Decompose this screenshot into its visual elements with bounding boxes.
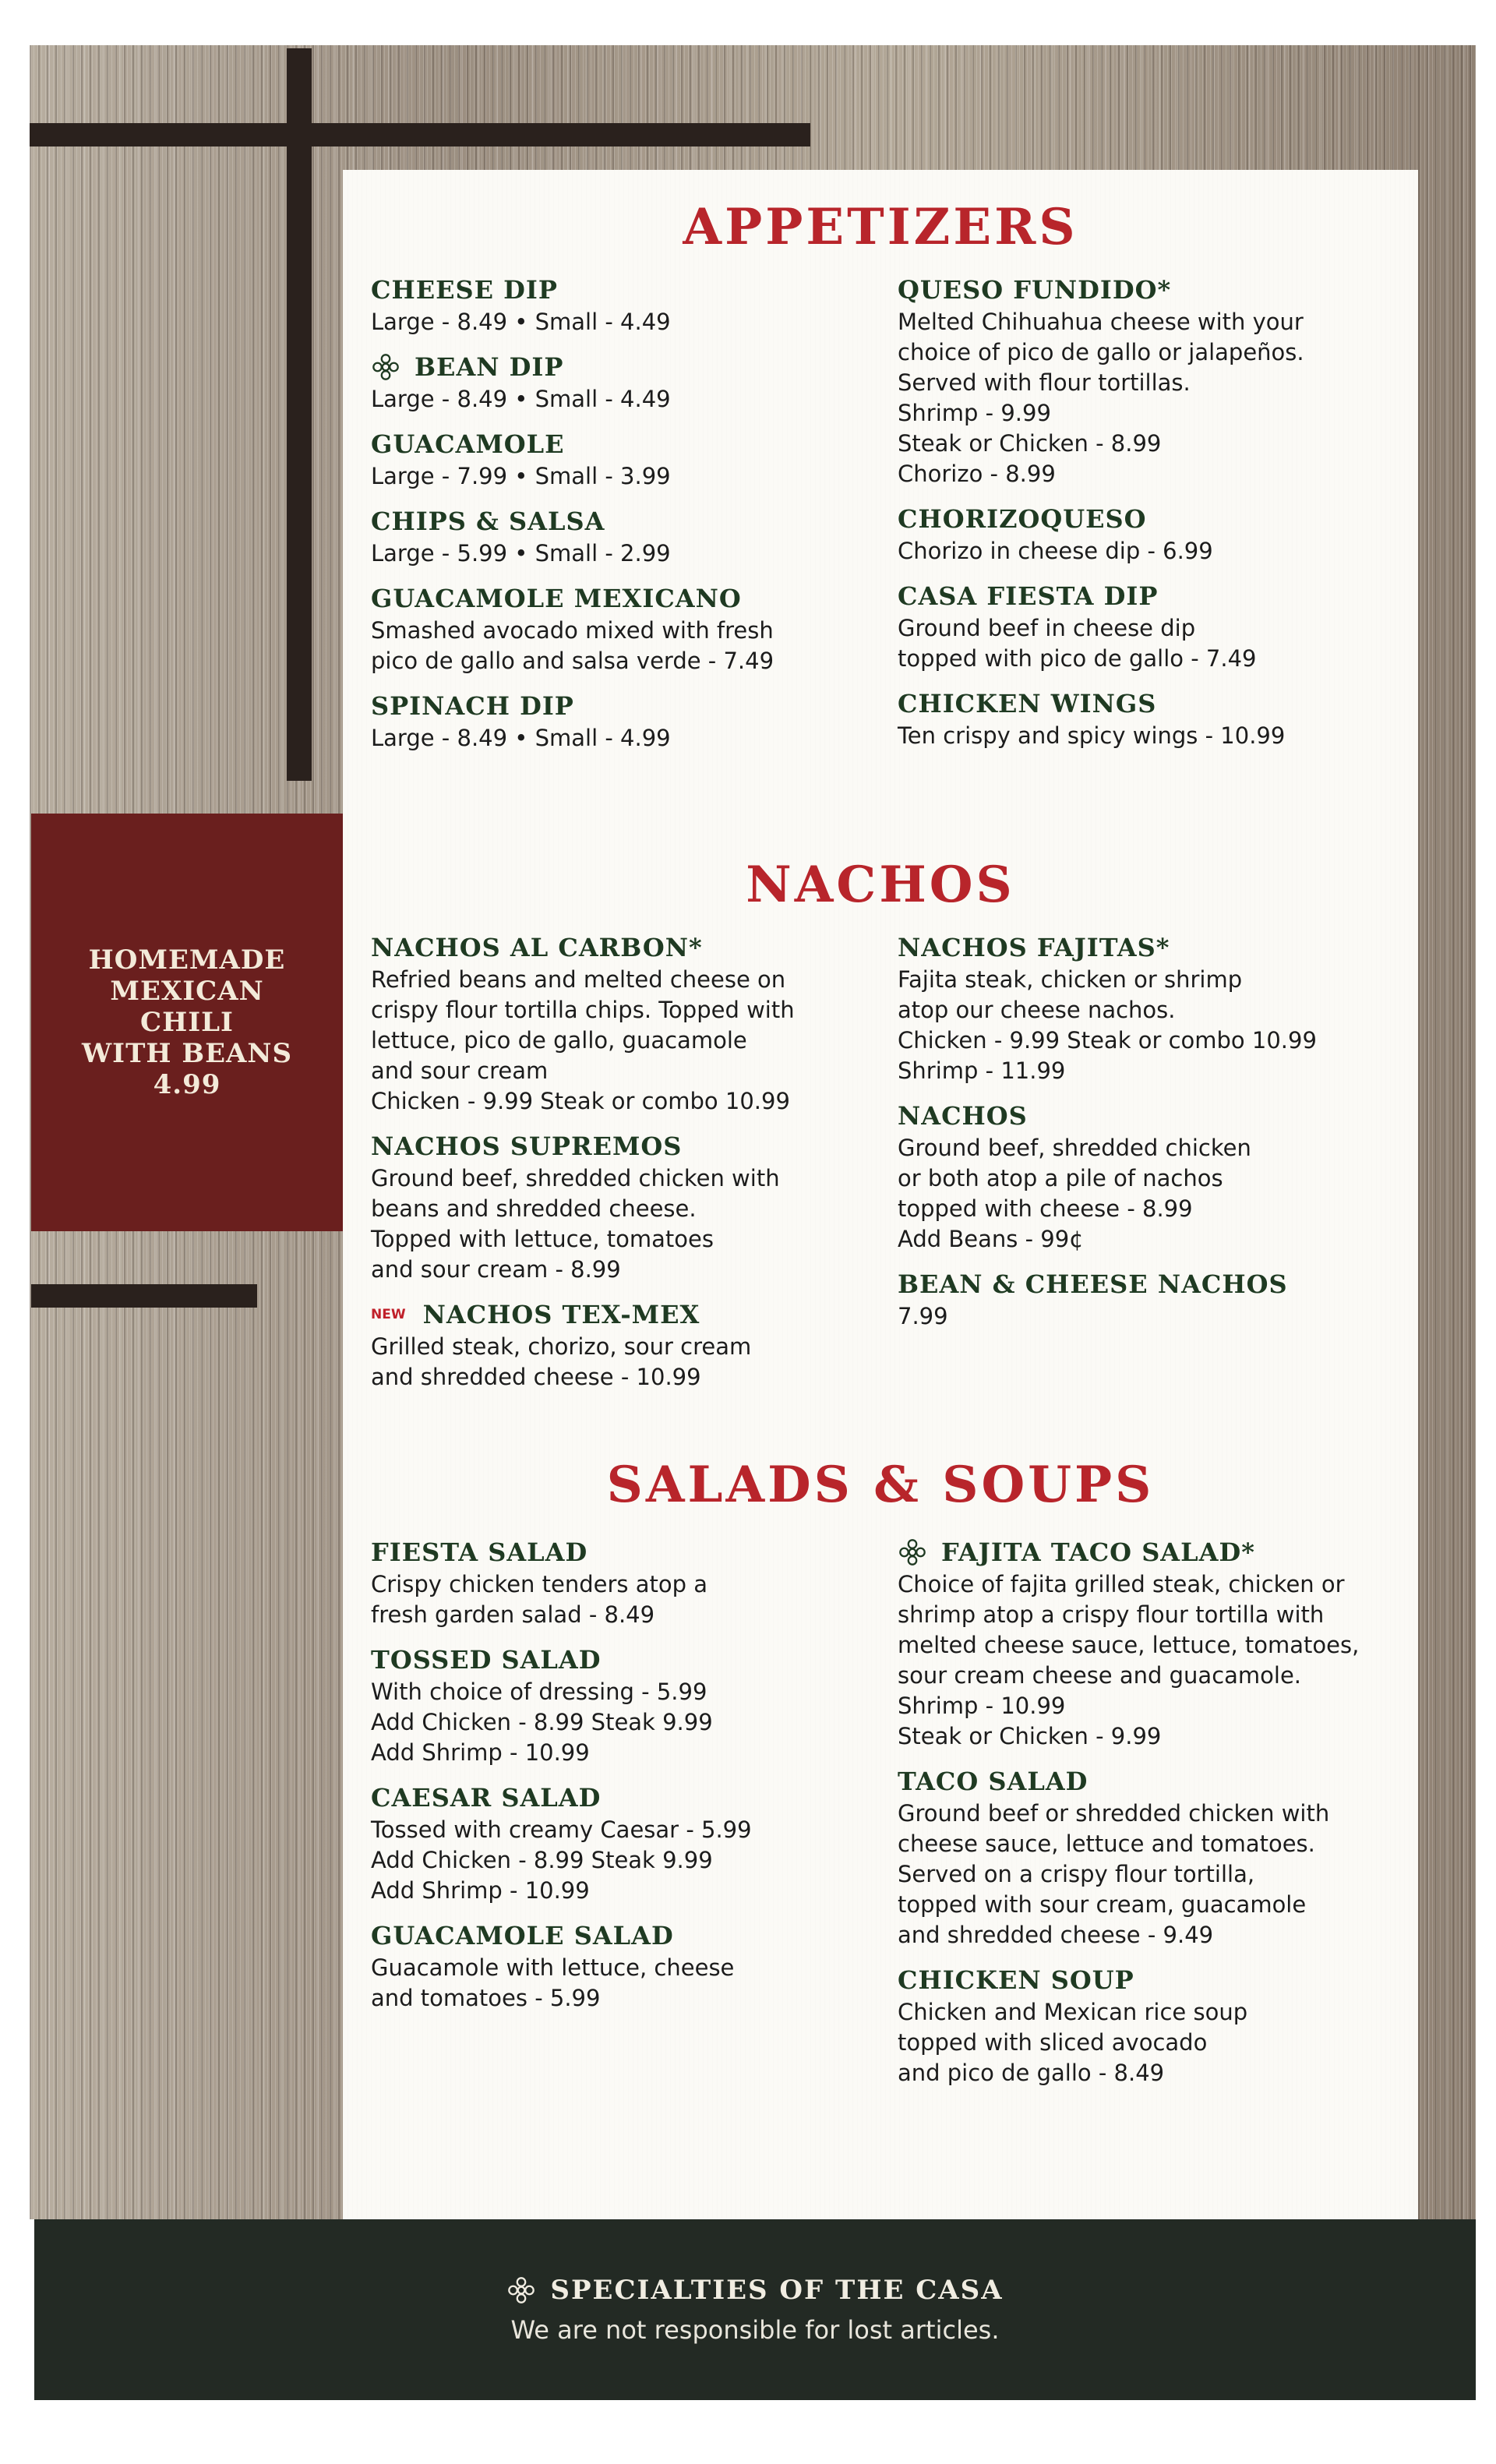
menu-item-casa-fiesta-dip [898, 579, 1396, 674]
menu-item-nachos-supremos [371, 1129, 870, 1285]
menu-item-nachos-fajitas [898, 930, 1396, 1086]
menu-item-title-text: NACHOS TEX-MEX [422, 1300, 700, 1329]
menu-item-guacamole [371, 427, 870, 492]
menu-item-description: Fajita steak, chicken or shrimp atop our cheese nachos. Chicken - 9.99 Steak or combo 10.99 Shrimp - 11.99 [898, 966, 1317, 1084]
salads-right-column [898, 1535, 1396, 2101]
appetizers-left-column [371, 273, 870, 766]
menu-item-description: Crispy chicken tenders atop a fresh garden salad - 8.49 [371, 1571, 708, 1628]
menu-item-tossed-salad [371, 1643, 870, 1768]
menu-item-title [898, 1764, 1396, 1799]
left-dark-vertical-bar [287, 48, 312, 781]
menu-item-chorizoqueso [898, 502, 1396, 567]
menu-item-cheese-dip [371, 273, 870, 337]
menu-item-title [371, 1919, 870, 1953]
menu-item-title-text: FIESTA SALAD [371, 1537, 588, 1567]
flower-icon [371, 352, 400, 382]
menu-item-title [898, 502, 1396, 536]
nachos-right-column [898, 930, 1396, 1344]
menu-item-title [371, 350, 870, 384]
menu-item-description: Smashed avocado mixed with fresh pico de gallo and salsa verde - 7.49 [371, 617, 774, 674]
appetizers-right-column [898, 273, 1396, 764]
menu-item-title [898, 687, 1396, 721]
menu-item-description: Grilled steak, chorizo, sour cream and shredded cheese - 10.99 [371, 1333, 752, 1390]
menu-item-taco-salad [898, 1764, 1396, 1950]
menu-item-title-text: TACO SALAD [898, 1767, 1088, 1796]
section-title-nachos: NACHOS [746, 856, 1015, 914]
menu-item-guacamole-mexicano [371, 581, 870, 676]
menu-item-description: Ground beef, shredded chicken or both atop a pile of nachos topped with cheese - 8.99 Add Beans - 99¢ [898, 1135, 1251, 1252]
side-special-box [31, 814, 343, 1231]
menu-item-title [371, 504, 870, 538]
menu-item-title-text: CHEESE DIP [371, 275, 558, 305]
flower-icon [506, 2275, 536, 2305]
menu-panel [343, 170, 1418, 2219]
menu-item-title [898, 1963, 1396, 1997]
menu-item-caesar-salad [371, 1781, 870, 1906]
top-dark-bar [30, 123, 810, 146]
menu-item-description: Large - 8.49 • Small - 4.49 [371, 386, 671, 412]
footer-title-text: SPECIALTIES OF THE CASA [550, 2275, 1004, 2306]
menu-item-title-text: CAESAR SALAD [371, 1783, 602, 1813]
menu-item-description: Chorizo in cheese dip - 6.99 [898, 538, 1213, 564]
footer-title [506, 2272, 1003, 2309]
menu-item-title [371, 930, 870, 965]
menu-item-title [371, 581, 870, 616]
menu-item-title-text: NACHOS FAJITAS* [898, 933, 1170, 962]
menu-item-description: 7.99 [898, 1303, 948, 1329]
salads-left-column [371, 1535, 870, 2026]
menu-item-title-text: GUACAMOLE [371, 429, 565, 459]
menu-item-title-text: CHICKEN SOUP [898, 1965, 1134, 1995]
menu-item-bean-dip [371, 350, 870, 415]
menu-item-title-text: NACHOS SUPREMOS [371, 1131, 683, 1161]
menu-item-title [371, 1297, 870, 1332]
menu-item-fiesta-salad [371, 1535, 870, 1630]
menu-item-bean-cheese-nachos [898, 1267, 1396, 1332]
footer-note: We are not responsible for lost articles. [510, 2315, 1000, 2345]
menu-item-title-text: BEAN & CHEESE NACHOS [898, 1269, 1288, 1299]
menu-item-title [371, 1129, 870, 1163]
menu-item-spinach-dip [371, 689, 870, 754]
menu-item-title [898, 1535, 1396, 1569]
menu-item-description: Ground beef, shredded chicken with beans and shredded cheese. Topped with lettuce, tomatoes and sour cream - 8.99 [371, 1165, 780, 1283]
menu-item-queso-fundido [898, 273, 1396, 489]
menu-item-description: Chicken and Mexican rice soup topped with sliced avocado and pico de gallo - 8.49 [898, 1999, 1248, 2086]
menu-item-description: Ground beef in cheese dip topped with pico de gallo - 7.49 [898, 615, 1257, 672]
menu-item-title-text: NACHOS [898, 1101, 1028, 1131]
menu-item-description: Large - 8.49 • Small - 4.49 [371, 309, 671, 335]
menu-item-title-text: TOSSED SALAD [371, 1645, 602, 1675]
menu-item-title [371, 689, 870, 723]
menu-item-title-text: CHORIZOQUESO [898, 504, 1147, 534]
menu-item-description: Large - 5.99 • Small - 2.99 [371, 540, 671, 567]
menu-item-title-text: CHIPS & SALSA [371, 507, 605, 536]
menu-item-chicken-soup [898, 1963, 1396, 2088]
menu-item-title [898, 273, 1396, 307]
menu-item-guacamole-salad [371, 1919, 870, 2014]
menu-item-description: Choice of fajita grilled steak, chicken or shrimp atop a crispy flour tortilla with melted cheese sauce, lettuce, tomatoes, sour cream cheese and guacamole. Shrimp - 10.99 Steak or Chicken - 9.99 [898, 1571, 1360, 1749]
menu-item-title-text: GUACAMOLE MEXICANO [371, 584, 742, 613]
menu-item-title [898, 930, 1396, 965]
menu-item-title [371, 273, 870, 307]
menu-item-description: Ten crispy and spicy wings - 10.99 [898, 722, 1286, 749]
menu-item-description: Ground beef or shredded chicken with cheese sauce, lettuce and tomatoes. Served on a crispy flour tortilla, topped with sour cream, guacamole and shredded cheese - 9.49 [898, 1800, 1330, 1948]
menu-item-chicken-wings [898, 687, 1396, 751]
menu-item-description: Refried beans and melted cheese on crispy flour tortilla chips. Topped with lettuce, pico de gallo, guacamole and sour cream Chicken - 9.99 Steak or combo 10.99 [371, 966, 795, 1114]
menu-item-title-text: GUACAMOLE SALAD [371, 1921, 674, 1950]
menu-item-nachos [898, 1099, 1396, 1255]
menu-item-title-text: CASA FIESTA DIP [898, 581, 1159, 611]
footer-bar [34, 2219, 1476, 2400]
menu-item-description: Melted Chihuahua cheese with your choice of pico de gallo or jalapeños. Served with flour tortillas. Shrimp - 9.99 Steak or Chicken - 8.99 Chorizo - 8.99 [898, 309, 1304, 487]
menu-item-fajita-taco-salad [898, 1535, 1396, 1752]
menu-item-title [371, 427, 870, 461]
menu-item-title-text: FAJITA TACO SALAD* [941, 1537, 1255, 1567]
flower-icon [898, 1537, 927, 1567]
menu-item-title-text: CHICKEN WINGS [898, 689, 1157, 718]
menu-item-title-text: SPINACH DIP [371, 691, 574, 721]
menu-item-nachos-tex-mex [371, 1297, 870, 1393]
menu-item-nachos-al-carbon [371, 930, 870, 1117]
menu-item-chips-salsa [371, 504, 870, 569]
menu-item-title-text: NACHOS AL CARBON* [371, 933, 703, 962]
menu-item-description: Guacamole with lettuce, cheese and tomatoes - 5.99 [371, 1954, 735, 2011]
section-title-appetizers: APPETIZERS [683, 198, 1078, 256]
side-small-bar [31, 1284, 257, 1308]
menu-item-description: Large - 7.99 • Small - 3.99 [371, 463, 671, 489]
menu-item-title-text: QUESO FUNDIDO* [898, 275, 1172, 305]
section-title-salads-soups: SALADS & SOUPS [606, 1456, 1155, 1514]
nachos-left-column [371, 930, 870, 1405]
menu-item-title-text: BEAN DIP [415, 352, 564, 382]
new-badge: NEW [371, 1307, 406, 1322]
side-special-text: HOMEMADE MEXICAN CHILI WITH BEANS 4.99 [81, 944, 292, 1100]
menu-item-title [371, 1781, 870, 1815]
menu-item-description: Tossed with creamy Caesar - 5.99 Add Chicken - 8.99 Steak 9.99 Add Shrimp - 10.99 [371, 1816, 752, 1904]
menu-item-title [898, 1099, 1396, 1133]
menu-item-description: Large - 8.49 • Small - 4.99 [371, 725, 671, 751]
menu-item-title [898, 579, 1396, 613]
menu-item-title [371, 1643, 870, 1677]
menu-item-title [898, 1267, 1396, 1301]
menu-item-title [371, 1535, 870, 1569]
menu-item-description: With choice of dressing - 5.99 Add Chicken - 8.99 Steak 9.99 Add Shrimp - 10.99 [371, 1679, 713, 1766]
